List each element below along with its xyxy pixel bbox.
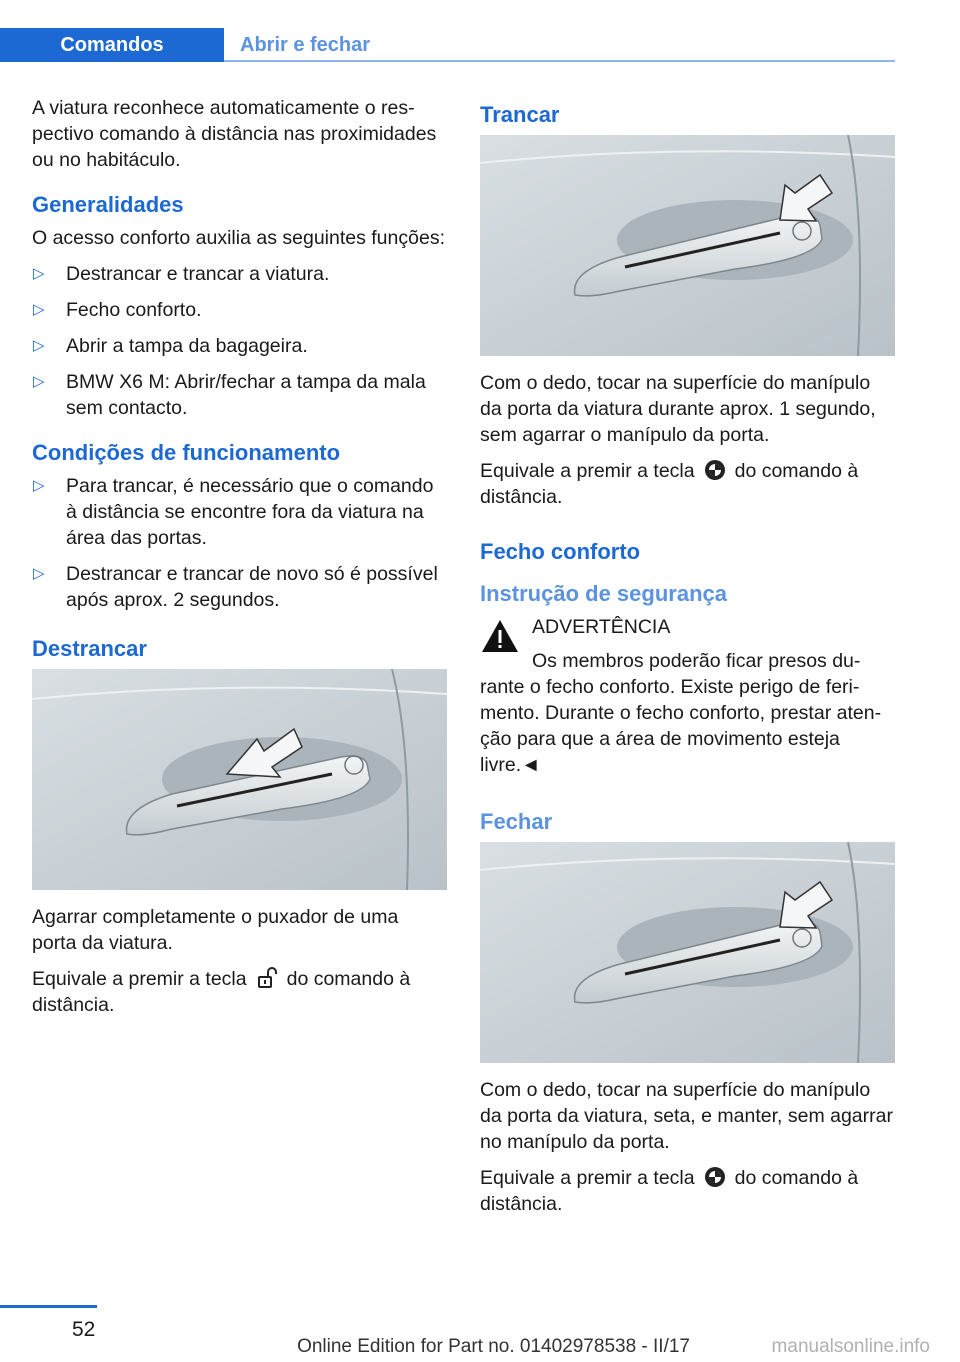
unlock-key-icon (255, 966, 279, 990)
warning-title: ADVERTÊNCIA (532, 616, 671, 638)
door-handle-hold-close-illustration (480, 842, 895, 1063)
door-handle-grab-illustration (32, 669, 447, 890)
bmw-lock-key-icon (703, 1165, 727, 1189)
heading-trancar: Trancar (480, 102, 560, 127)
heading-fechar: Fechar (480, 809, 553, 834)
section-tab-comandos: Comandos (0, 28, 224, 62)
triangle-bullet-icon: ▷ (33, 477, 45, 494)
door-handle-touch-lock-illustration (480, 135, 895, 356)
generalidades-list (32, 261, 447, 421)
fechar-equivalent: Equivale a premir a tecla do comando à distância. (480, 1167, 859, 1215)
heading-generalidades: Generalidades (32, 192, 184, 217)
right-column (480, 95, 895, 1227)
triangle-bullet-icon: ▷ (33, 337, 45, 354)
list-item: ▷ Fecho conforto. (33, 299, 202, 321)
heading-condicoes: Condições de funcionamento (32, 440, 341, 465)
intro-paragraph: A viatura reconhece automaticamente o respectivo comando à distância nas proximidades ou no habitáculo. (32, 97, 437, 171)
destrancar-paragraph: Agarrar completamente o puxador de uma porta da viatura. (32, 906, 399, 954)
footer-edition: Online Edition for Part no. 01402978538 - II/17 (297, 1336, 690, 1357)
list-item: ▷ Abrir a tampa da bagageira. (33, 335, 308, 357)
heading-instrucao-seguranca: Instrução de segurança (480, 581, 727, 606)
warning-triangle-icon (480, 618, 520, 654)
footer-watermark: manualsonline.info (771, 1336, 930, 1357)
triangle-bullet-icon: ▷ (33, 373, 45, 390)
trancar-equivalent: Equivale a premir a tecla do comando à distância. (480, 460, 859, 508)
left-column (32, 95, 447, 1028)
footer-divider (0, 1305, 97, 1308)
list-item: ▷ Para trancar, é necessário que o comando à distância se encontre fora da viatura na área das portas. (33, 475, 434, 549)
trancar-paragraph: Com o dedo, tocar na superfície do manípulo da porta da viatura durante aprox. 1 segundo, sem agarrar o manípulo da porta. (480, 372, 876, 446)
header-divider (224, 60, 895, 62)
page-header (0, 28, 895, 62)
triangle-bullet-icon: ▷ (33, 265, 45, 282)
generalidades-paragraph: O acesso conforto auxilia as seguintes funções: (32, 227, 445, 249)
triangle-bullet-icon: ▷ (33, 565, 45, 582)
list-item: ▷ BMW X6 M: Abrir/fechar a tampa da mala sem contacto. (33, 371, 426, 419)
warning-text: Os membros poderão ficar presos durante o fecho conforto. Existe perigo de ferimento. Durante o fecho conforto, prestar atenção para que a área de movimento esteja livre.◄ (480, 650, 882, 776)
fechar-paragraph: Com o dedo, tocar na superfície do manípulo da porta da viatura, seta, e manter, sem agarrar no manípulo da porta. (480, 1079, 893, 1153)
destrancar-equivalent: Equivale a premir a tecla do comando à distância. (32, 968, 411, 1016)
warning-block (480, 614, 895, 778)
page-number: 52 (72, 1318, 96, 1341)
triangle-bullet-icon: ▷ (33, 301, 45, 318)
section-tab-abrir-e-fechar: Abrir e fechar (240, 33, 371, 56)
bmw-lock-key-icon (703, 458, 727, 482)
list-item: ▷ Destrancar e trancar a viatura. (33, 263, 330, 285)
list-item: ▷ Destrancar e trancar de novo só é possível após aprox. 2 segundos. (33, 563, 438, 611)
heading-fecho-conforto: Fecho conforto (480, 539, 641, 564)
heading-destrancar: Destrancar (32, 636, 147, 661)
condicoes-list (32, 473, 447, 613)
